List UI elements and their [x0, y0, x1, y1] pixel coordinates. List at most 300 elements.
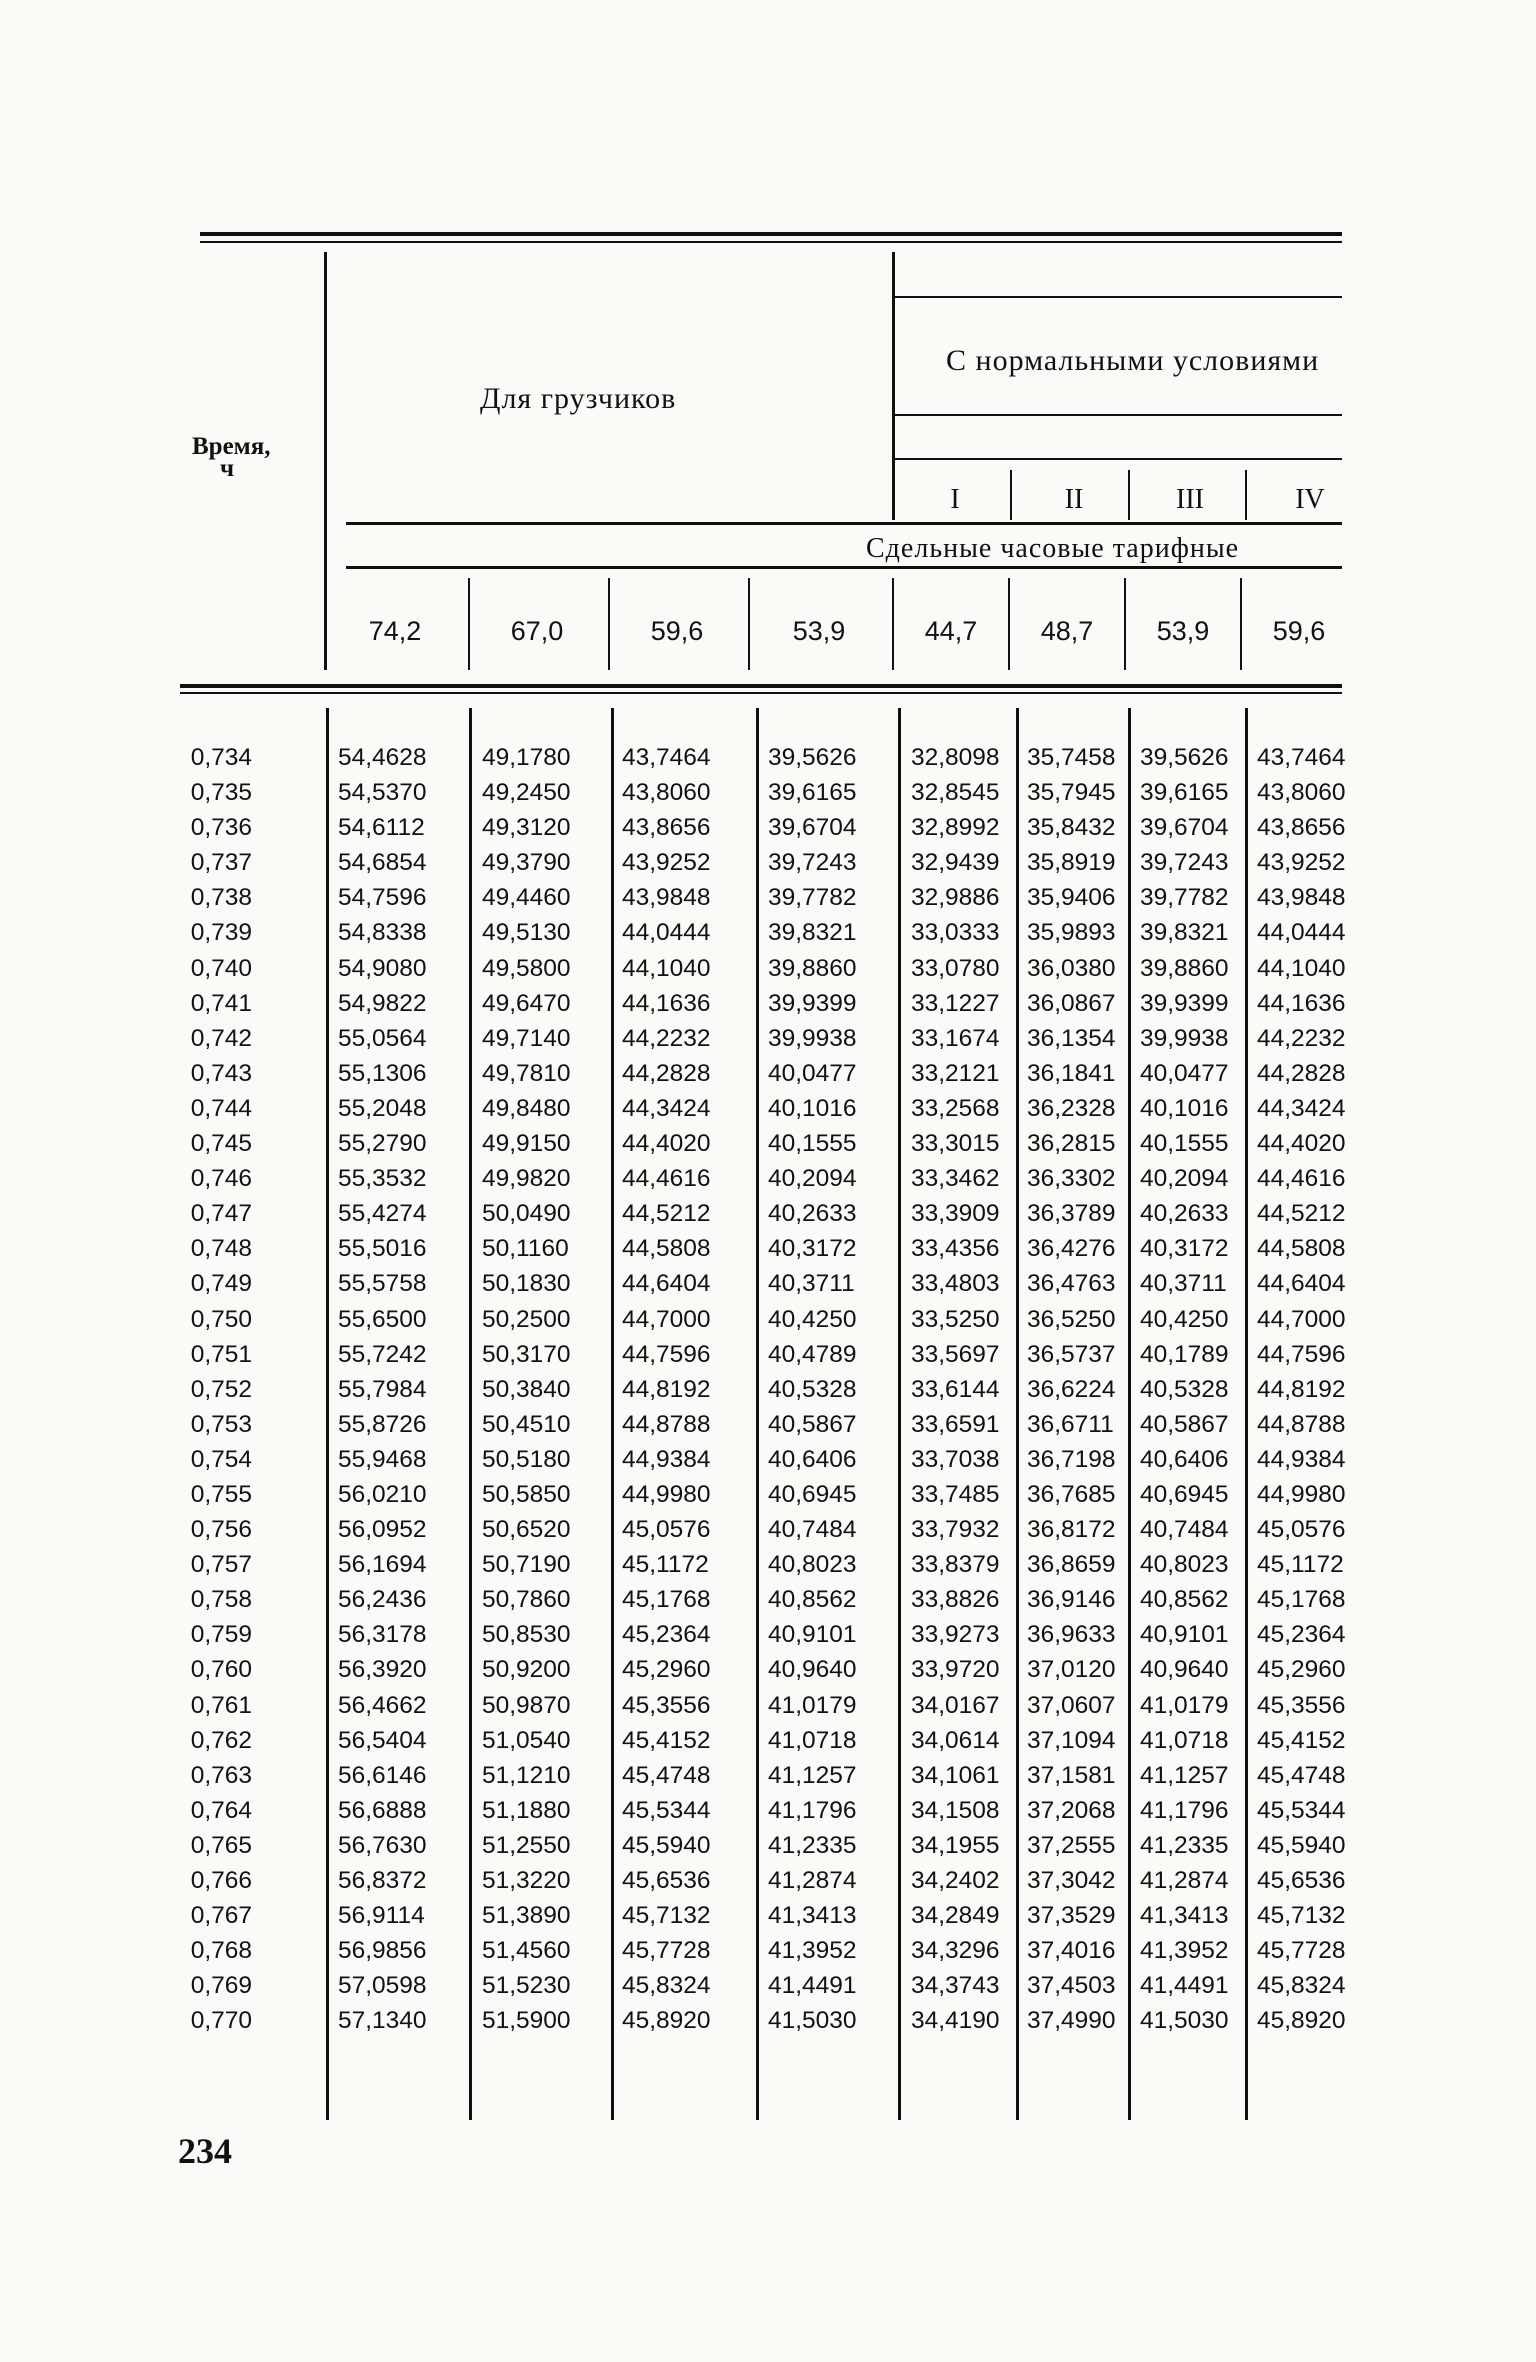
- cat-divider-1: [1010, 470, 1012, 520]
- rate-cell: 44,7000: [622, 1305, 711, 1333]
- rate-cell: 40,2094: [1140, 1165, 1229, 1193]
- rate-cell: 49,1780: [482, 744, 571, 771]
- rate-cell: 51,1210: [482, 1761, 571, 1789]
- rate-cell: 44,5808: [622, 1235, 711, 1263]
- rate-cell: 57,1340: [338, 2007, 427, 2035]
- rate-cell: 50,1160: [482, 1235, 569, 1263]
- time-cell: 0,735: [190, 779, 252, 807]
- rate-cell: 43,8656: [622, 814, 711, 842]
- rate-cell: 34,3296: [911, 1937, 1000, 1965]
- rate-cell: 54,9080: [338, 954, 427, 982]
- rate-cell: 51,4560: [482, 1937, 571, 1965]
- rate-cell: 55,0564: [338, 1024, 427, 1052]
- rate-cell: 51,5900: [482, 2007, 571, 2035]
- rate-cell: 41,0718: [1140, 1726, 1229, 1754]
- rate-cell: 41,1257: [1140, 1761, 1229, 1789]
- rate-cell: 51,2550: [482, 1831, 571, 1859]
- table-row: [0, 1972, 1536, 2007]
- rate-cell: 44,7596: [1257, 1340, 1346, 1368]
- rate-cell: 45,3556: [622, 1691, 711, 1719]
- rate-cell: 44,8788: [1257, 1410, 1346, 1438]
- rate-cell: 41,2874: [768, 1867, 857, 1894]
- rate-cell: 44,3424: [1257, 1094, 1346, 1122]
- rate-cell: 33,6144: [911, 1375, 1000, 1403]
- time-cell: 0,764: [190, 1796, 252, 1824]
- rate-cell: 35,9893: [1027, 919, 1116, 947]
- time-cell: 0,747: [190, 1200, 252, 1228]
- time-cell: 0,769: [190, 1972, 252, 2000]
- rate-cell: 36,3789: [1027, 1200, 1116, 1228]
- rate-cell: 34,4190: [911, 2007, 1000, 2035]
- rate-cell: 56,7630: [338, 1831, 427, 1859]
- table-row: [0, 1376, 1536, 1411]
- rate-cell: 45,2364: [622, 1621, 711, 1649]
- rate-cell: 40,4789: [768, 1340, 857, 1368]
- rate-cell: 50,3840: [482, 1375, 571, 1403]
- table-row: [0, 1411, 1536, 1446]
- rate-cell: 50,4510: [482, 1410, 571, 1438]
- time-cell: 0,757: [190, 1551, 252, 1579]
- rate-cell: 44,9980: [622, 1480, 711, 1508]
- rate-cell: 55,2790: [338, 1130, 427, 1158]
- rate-cell: 37,4016: [1027, 1937, 1116, 1965]
- rate-cell: 37,1581: [1027, 1761, 1116, 1789]
- rate-cell: 41,1796: [1140, 1796, 1229, 1824]
- rate-cell: 39,6704: [1140, 814, 1229, 842]
- rate-cell: 44,1636: [622, 989, 711, 1017]
- rate-cell: 36,2815: [1027, 1130, 1116, 1158]
- rate-cell: 57,0598: [338, 1972, 427, 2000]
- rate-cell: 40,8562: [768, 1586, 857, 1614]
- rate-cell: 40,7484: [768, 1516, 857, 1544]
- rate-cell: 49,9820: [482, 1165, 571, 1193]
- rate-cell: 44,6404: [1257, 1270, 1346, 1298]
- rate-cell: 37,4990: [1027, 2007, 1116, 2035]
- table-row: [0, 1200, 1536, 1235]
- time-cell: 0,768: [190, 1937, 252, 1965]
- time-cell: 0,744: [190, 1094, 252, 1122]
- rate-cell: 45,5940: [1257, 1831, 1346, 1859]
- rate-cell: 40,8023: [768, 1551, 857, 1579]
- time-cell: 0,762: [190, 1726, 252, 1754]
- rate-cell: 34,1061: [911, 1761, 1000, 1789]
- rate-cell: 45,6536: [622, 1867, 711, 1894]
- rate-cell: 44,0444: [1257, 919, 1346, 947]
- rate-cell: 54,5370: [338, 779, 427, 807]
- rate-cell: 49,7140: [482, 1024, 571, 1052]
- rate-cell: 33,8379: [911, 1551, 1000, 1579]
- rate-cell: 40,8023: [1140, 1551, 1229, 1579]
- rate-cell: 33,4803: [911, 1270, 1000, 1298]
- time-cell: 0,750: [190, 1305, 252, 1333]
- rate-cell: 45,5344: [622, 1796, 711, 1824]
- rate-cell: 45,4152: [622, 1726, 711, 1754]
- rate-cell: 43,7464: [622, 744, 711, 771]
- rate-cell: 41,0718: [768, 1726, 857, 1754]
- rate-cell: 55,8726: [338, 1410, 427, 1438]
- rate-cell: 45,3556: [1257, 1691, 1346, 1719]
- rate-cell: 49,2450: [482, 779, 571, 807]
- rate-cell: 45,8324: [1257, 1972, 1346, 2000]
- rate-cell: 50,9870: [482, 1691, 571, 1719]
- rate-cell: 45,1768: [622, 1586, 711, 1614]
- rate-cell: 45,1768: [1257, 1586, 1346, 1614]
- top-rule-thin: [200, 241, 1342, 243]
- cat-divider-3: [1245, 470, 1247, 520]
- rate-cell: 45,2960: [1257, 1656, 1346, 1684]
- time-cell: 0,754: [190, 1445, 252, 1473]
- table-row: [0, 1446, 1536, 1481]
- rate-cell: 45,5940: [622, 1831, 711, 1859]
- rate-cell: 44,1636: [1257, 989, 1346, 1017]
- rate-cell: 54,7596: [338, 884, 427, 912]
- rate-cell: 32,9886: [911, 884, 1000, 912]
- rate-cell: 33,6591: [911, 1410, 1000, 1438]
- category-bottom-rule: [346, 522, 1342, 525]
- time-cell: 0,734: [190, 744, 252, 771]
- table-row: [0, 1551, 1536, 1586]
- header-divider-time: [324, 252, 327, 670]
- page-number: 234: [178, 2131, 232, 2171]
- rate-cell: 44,4616: [1257, 1165, 1346, 1193]
- rate-cell: 41,0179: [768, 1691, 857, 1719]
- rate-cell: 35,9406: [1027, 884, 1116, 912]
- rate-cell: 40,8562: [1140, 1586, 1229, 1614]
- rate-cell: 55,9468: [338, 1445, 427, 1473]
- rate-cell: 41,4491: [768, 1972, 857, 2000]
- rate-cell: 41,0179: [1140, 1691, 1229, 1719]
- rate-col-5: 44,7: [924, 616, 978, 646]
- table-row: [0, 1902, 1536, 1937]
- table-row: [0, 1867, 1536, 1902]
- rate-cell: 45,8324: [622, 1972, 711, 2000]
- rate-cell: 50,7190: [482, 1551, 571, 1579]
- rate-cell: 51,3890: [482, 1902, 571, 1930]
- time-cell: 0,745: [190, 1130, 252, 1158]
- rate-cell: 45,4748: [1257, 1761, 1346, 1789]
- rate-cell: 45,4152: [1257, 1726, 1346, 1754]
- rate-cell: 40,6406: [1140, 1445, 1229, 1473]
- rate-cell: 43,8656: [1257, 814, 1346, 842]
- rate-cell: 36,6711: [1027, 1410, 1114, 1438]
- rate-divider-2: [608, 578, 610, 670]
- rate-cell: 36,7685: [1027, 1480, 1116, 1508]
- rate-cell: 40,4250: [1140, 1305, 1229, 1333]
- time-cell: 0,755: [190, 1480, 252, 1508]
- rate-cell: 37,3529: [1027, 1902, 1116, 1930]
- rate-cell: 40,5867: [768, 1410, 857, 1438]
- rate-cell: 40,2633: [1140, 1200, 1229, 1228]
- time-cell: 0,759: [190, 1621, 252, 1649]
- rate-cell: 33,5250: [911, 1305, 1000, 1333]
- time-cell: 0,741: [190, 989, 252, 1017]
- rate-cell: 49,9150: [482, 1130, 571, 1158]
- rate-cell: 33,9720: [911, 1656, 1000, 1684]
- rate-cell: 39,6165: [768, 779, 857, 807]
- rate-cell: 54,9822: [338, 989, 427, 1017]
- rate-cell: 49,3790: [482, 849, 571, 877]
- rate-cell: 34,2402: [911, 1867, 1000, 1894]
- rate-divider-1: [468, 578, 470, 670]
- rate-cell: 36,4276: [1027, 1235, 1116, 1263]
- rate-col-8: 59,6: [1272, 616, 1326, 646]
- rate-cell: 36,9146: [1027, 1586, 1116, 1614]
- rate-cell: 43,8060: [1257, 779, 1346, 807]
- rate-cell: 45,8920: [1257, 2007, 1346, 2035]
- rate-cell: 43,8060: [622, 779, 711, 807]
- rate-cell: 41,5030: [768, 2007, 857, 2035]
- rate-cell: 55,5016: [338, 1235, 427, 1263]
- time-column-label: Время, ч: [192, 433, 271, 482]
- category-i: I: [950, 484, 960, 515]
- rate-cell: 36,8659: [1027, 1551, 1116, 1579]
- time-cell: 0,758: [190, 1586, 252, 1614]
- rate-cell: 39,6704: [768, 814, 857, 842]
- rate-cell: 49,8480: [482, 1094, 571, 1122]
- rate-cell: 40,1016: [1140, 1094, 1229, 1122]
- rate-cell: 41,2335: [1140, 1831, 1229, 1859]
- rate-cell: 56,9856: [338, 1937, 427, 1965]
- rate-cell: 41,1796: [768, 1796, 857, 1824]
- rate-cell: 34,0167: [911, 1691, 1000, 1719]
- time-cell: 0,752: [190, 1375, 252, 1403]
- rate-cell: 44,9384: [1257, 1445, 1346, 1473]
- rate-cell: 50,5180: [482, 1445, 571, 1473]
- rate-cell: 36,4763: [1027, 1270, 1116, 1298]
- rate-cell: 43,9848: [622, 884, 711, 912]
- table-row: [0, 1235, 1536, 1270]
- time-cell: 0,751: [190, 1340, 252, 1368]
- rate-cell: 32,8992: [911, 814, 1000, 842]
- rate-cell: 39,8860: [768, 954, 857, 982]
- rate-cell: 35,7945: [1027, 779, 1116, 807]
- category-iv: IV: [1295, 484, 1325, 515]
- rate-cell: 39,8321: [1140, 919, 1229, 947]
- rate-cell: 40,5328: [1140, 1375, 1229, 1403]
- rate-cell: 36,0867: [1027, 989, 1116, 1017]
- rate-cell: 33,3909: [911, 1200, 1000, 1228]
- rate-cell: 41,3952: [1140, 1937, 1229, 1965]
- rate-cell: 44,8788: [622, 1410, 711, 1438]
- time-cell: 0,766: [190, 1867, 252, 1894]
- rate-cell: 55,7242: [338, 1340, 427, 1368]
- time-cell: 0,746: [190, 1165, 252, 1193]
- rate-cell: 44,1040: [1257, 954, 1346, 982]
- normal-conditions-title: С нормальными условиями: [946, 344, 1320, 377]
- rate-cell: 40,1016: [768, 1094, 857, 1122]
- rate-cell: 54,4628: [338, 744, 427, 771]
- rate-cell: 40,1555: [768, 1130, 857, 1158]
- rate-col-1: 74,2: [368, 616, 422, 646]
- rate-cell: 43,7464: [1257, 744, 1346, 771]
- rate-cell: 36,7198: [1027, 1445, 1116, 1473]
- rate-cell: 39,7243: [768, 849, 857, 877]
- rate-cell: 36,1354: [1027, 1024, 1116, 1052]
- time-cell: 0,749: [190, 1270, 252, 1298]
- rate-cell: 36,1841: [1027, 1059, 1116, 1087]
- rate-cell: 49,5130: [482, 919, 571, 947]
- category-iii: III: [1176, 484, 1204, 515]
- rate-cell: 33,2121: [911, 1059, 1000, 1087]
- rate-cell: 37,0607: [1027, 1691, 1116, 1719]
- rate-col-3: 59,6: [650, 616, 704, 646]
- rate-cell: 32,8545: [911, 779, 1000, 807]
- rate-cell: 44,8192: [1257, 1375, 1346, 1403]
- rate-cell: 39,5626: [1140, 744, 1229, 771]
- rate-cell: 43,9848: [1257, 884, 1346, 912]
- time-cell: 0,737: [190, 849, 252, 877]
- rate-col-4: 53,9: [792, 616, 846, 646]
- table-row: [0, 1727, 1536, 1762]
- rate-cell: 56,2436: [338, 1586, 427, 1614]
- time-cell: 0,742: [190, 1024, 252, 1052]
- rate-cell: 45,6536: [1257, 1867, 1346, 1894]
- rate-cell: 33,1674: [911, 1024, 1000, 1052]
- time-cell: 0,770: [190, 2007, 252, 2035]
- rate-cell: 33,0780: [911, 954, 1000, 982]
- time-cell: 0,739: [190, 919, 252, 947]
- rate-cell: 33,9273: [911, 1621, 1000, 1649]
- normal-group-bottom-rule: [895, 414, 1342, 416]
- rate-cell: 44,6404: [622, 1270, 711, 1298]
- rate-divider-5: [1008, 578, 1010, 670]
- rate-cell: 34,2849: [911, 1902, 1000, 1930]
- rate-cell: 40,9640: [1140, 1656, 1229, 1684]
- rate-cell: 50,3170: [482, 1340, 571, 1368]
- rate-col-7: 53,9: [1156, 616, 1210, 646]
- caption-bottom-rule: [346, 566, 1342, 569]
- rate-cell: 37,1094: [1027, 1726, 1116, 1754]
- rate-cell: 33,4356: [911, 1235, 1000, 1263]
- rate-cell: 44,4020: [622, 1130, 711, 1158]
- time-cell: 0,756: [190, 1516, 252, 1544]
- time-cell: 0,738: [190, 884, 252, 912]
- rate-cell: 41,5030: [1140, 2007, 1229, 2035]
- table-row: [0, 990, 1536, 1025]
- rate-cell: 45,2364: [1257, 1621, 1346, 1649]
- rate-cell: 35,8919: [1027, 849, 1116, 877]
- time-cell: 0,763: [190, 1761, 252, 1789]
- rate-cell: 54,6854: [338, 849, 427, 877]
- rate-cell: 49,7810: [482, 1059, 571, 1087]
- rate-cell: 45,7132: [1257, 1902, 1346, 1930]
- rate-cell: 40,2094: [768, 1165, 857, 1193]
- rate-cell: 36,8172: [1027, 1516, 1116, 1544]
- rate-cell: 44,5808: [1257, 1235, 1346, 1263]
- rate-cell: 43,9252: [622, 849, 711, 877]
- rate-cell: 45,0576: [1257, 1516, 1346, 1544]
- loaders-title: Для грузчиков: [480, 382, 677, 415]
- table-row: [0, 1306, 1536, 1341]
- table-row: [0, 814, 1536, 849]
- rate-cell: 56,4662: [338, 1691, 427, 1719]
- table-row: [0, 1060, 1536, 1095]
- rate-cell: 54,8338: [338, 919, 427, 947]
- rate-divider-6: [1124, 578, 1126, 670]
- category-top-rule: [895, 458, 1342, 460]
- rate-cell: 40,6945: [1140, 1480, 1229, 1508]
- normal-group-top-rule: [895, 296, 1342, 298]
- rate-cell: 56,9114: [338, 1902, 425, 1930]
- rate-cell: 33,8826: [911, 1586, 1000, 1614]
- rate-cell: 39,9938: [768, 1024, 857, 1052]
- rate-cell: 51,3220: [482, 1867, 571, 1894]
- rate-cell: 39,8321: [768, 919, 857, 947]
- time-cell: 0,765: [190, 1831, 252, 1859]
- rate-cell: 37,3042: [1027, 1867, 1116, 1894]
- rate-cell: 51,0540: [482, 1726, 571, 1754]
- rate-cell: 33,5697: [911, 1340, 1000, 1368]
- rate-cell: 33,0333: [911, 919, 1000, 947]
- rate-cell: 50,6520: [482, 1516, 571, 1544]
- rate-cell: 40,3711: [1140, 1270, 1227, 1298]
- rate-cell: 44,7000: [1257, 1305, 1346, 1333]
- rate-cell: 56,3178: [338, 1621, 427, 1649]
- header-divider-groups: [892, 252, 895, 520]
- table-row: [0, 1937, 1536, 1972]
- rate-cell: 34,1508: [911, 1796, 1000, 1824]
- rate-cell: 37,2068: [1027, 1796, 1116, 1824]
- time-cell: 0,743: [190, 1059, 252, 1087]
- rate-cell: 41,3952: [768, 1937, 857, 1965]
- rate-cell: 45,1172: [622, 1551, 709, 1579]
- rate-cell: 44,2828: [622, 1059, 711, 1087]
- rate-cell: 44,9384: [622, 1445, 711, 1473]
- rate-cell: 33,2568: [911, 1094, 1000, 1122]
- time-cell: 0,736: [190, 814, 252, 842]
- rate-cell: 33,3462: [911, 1165, 1000, 1193]
- table-row: [0, 1797, 1536, 1832]
- table-row: [0, 1270, 1536, 1305]
- rate-cell: 41,3413: [768, 1902, 857, 1930]
- rate-cell: 43,9252: [1257, 849, 1346, 877]
- rate-cell: 44,2232: [1257, 1024, 1346, 1052]
- rate-cell: 45,7132: [622, 1902, 711, 1930]
- rate-cell: 56,6146: [338, 1761, 427, 1789]
- rate-cell: 44,2828: [1257, 1059, 1346, 1087]
- rate-divider-3: [748, 578, 750, 670]
- rate-cell: 41,2335: [768, 1831, 857, 1859]
- table-row: [0, 779, 1536, 814]
- rate-cell: 35,8432: [1027, 814, 1116, 842]
- rate-cell: 56,0952: [338, 1516, 427, 1544]
- rate-cell: 40,1789: [1140, 1340, 1229, 1368]
- rate-cell: 39,7243: [1140, 849, 1229, 877]
- rate-divider-7: [1240, 578, 1242, 670]
- rate-cell: 34,0614: [911, 1726, 1000, 1754]
- rate-cell: 33,7932: [911, 1516, 1000, 1544]
- rate-cell: 44,5212: [622, 1200, 711, 1228]
- table-row: [0, 1832, 1536, 1867]
- table-row: [0, 955, 1536, 990]
- rate-cell: 36,5250: [1027, 1305, 1116, 1333]
- rate-cell: 50,9200: [482, 1656, 571, 1684]
- rate-cell: 40,7484: [1140, 1516, 1229, 1544]
- rate-cell: 56,1694: [338, 1551, 427, 1579]
- table-row: [0, 2007, 1536, 2042]
- rate-cell: 37,2555: [1027, 1831, 1116, 1859]
- rate-cell: 44,5212: [1257, 1200, 1346, 1228]
- rate-cell: 41,1257: [768, 1761, 857, 1789]
- time-cell: 0,753: [190, 1410, 252, 1438]
- rate-cell: 45,2960: [622, 1656, 711, 1684]
- rate-cell: 54,6112: [338, 814, 425, 842]
- rate-cell: 44,1040: [622, 954, 711, 982]
- rate-cell: 36,0380: [1027, 954, 1116, 982]
- rate-cell: 37,4503: [1027, 1972, 1116, 2000]
- header-bottom-rule-thin: [180, 692, 1342, 694]
- rate-cell: 49,4460: [482, 884, 571, 912]
